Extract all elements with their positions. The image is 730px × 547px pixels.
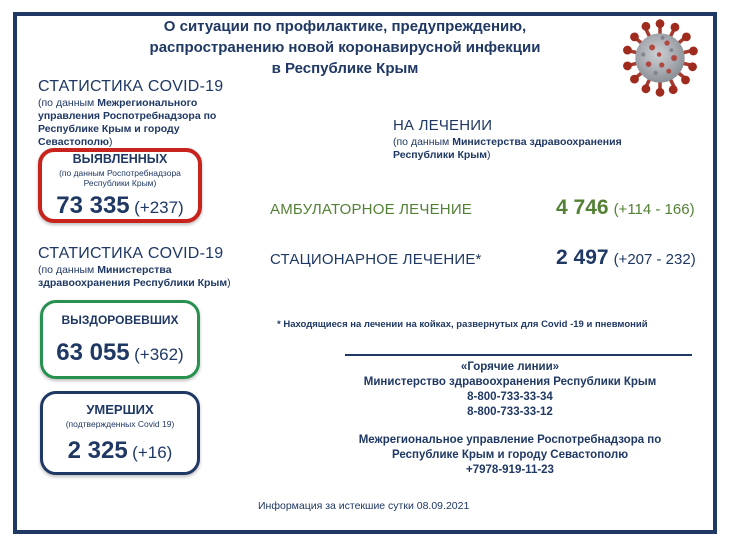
hotlines-title: «Горячие линии» — [460, 361, 560, 373]
detected-delta: (+237) — [134, 197, 184, 217]
report-date-note: Информация за истекшие сутки 08.09.2021 — [258, 500, 470, 512]
recovered-delta: (+362) — [134, 344, 184, 364]
deaths-value: 2 325 — [67, 436, 128, 464]
ambulatory-delta: (+114 - 166) — [613, 201, 695, 218]
hotline-ministry-name: Министерство здравоохранения Республики Крым — [363, 376, 657, 388]
stationary-delta: (+207 - 232) — [613, 251, 696, 268]
detected-count — [56, 192, 183, 220]
coronavirus-icon — [616, 14, 704, 102]
source-suffix: ) — [487, 149, 491, 161]
page-title-line1: О ситуации по профилактике, предупреждению, — [163, 18, 527, 35]
stationary-label: СТАЦИОНАРНОЕ ЛЕЧЕНИЕ* — [270, 251, 482, 268]
hotline-rospotrebnadzor-name: Межрегиональное управление Роспотребнадзора по Республике Крым и городу Севастополю — [358, 434, 662, 461]
ambulatory-treatment-row — [270, 196, 700, 220]
deaths-count — [68, 437, 173, 465]
page-title — [40, 16, 650, 79]
statistics-source-1 — [38, 97, 243, 149]
hotline-ministry-phone-1: 8-800-733-33-34 — [467, 391, 553, 403]
treatment-source — [393, 136, 623, 162]
recovered-value: 63 055 — [56, 338, 130, 366]
stationary-value: 2 497 — [556, 246, 609, 269]
hotlines-block — [300, 360, 720, 478]
detected-label: ВЫЯВЛЕННЫХ — [72, 151, 168, 166]
spacer — [300, 420, 720, 433]
source-suffix: ) — [227, 277, 231, 289]
recovered-cases-card — [40, 300, 200, 379]
source-suffix: ) — [108, 136, 113, 148]
source-prefix: (по данным — [38, 97, 95, 109]
source-agency: Межрегионального управления Роспотребнадзора по Республике Крым и городу Севастополю — [38, 97, 217, 148]
deaths-card — [40, 391, 200, 475]
source-agency: Министерства здравоохранения Республики Крым — [38, 264, 228, 289]
ambulatory-value: 4 746 — [556, 196, 609, 219]
source-prefix: (по данным — [38, 264, 95, 276]
hotline-divider — [345, 354, 692, 356]
treatment-header: НА ЛЕЧЕНИИ — [393, 117, 493, 134]
statistics-header-1: СТАТИСТИКА COVID-19 — [38, 78, 224, 95]
deaths-sublabel: (подтвержденных Covid 19) — [65, 418, 175, 429]
hotline-rospotrebnadzor-phone: +7978-919-11-23 — [466, 464, 554, 476]
treatment-footnote: * Находящиеся на лечении на койках, развернутых для Covid -19 и пневмоний — [277, 319, 648, 330]
hotline-ministry-phone-2: 8-800-733-33-12 — [467, 406, 553, 418]
statistics-source-2 — [38, 264, 248, 290]
deaths-label: УМЕРШИХ — [86, 401, 154, 417]
ambulatory-label: АМБУЛАТОРНОЕ ЛЕЧЕНИЕ — [270, 201, 473, 218]
recovered-count — [56, 339, 183, 367]
detected-sublabel: (по данным Роспотребнадзора Республики Крым) — [59, 167, 181, 188]
stationary-treatment-row — [270, 246, 700, 270]
detected-value: 73 335 — [56, 191, 130, 219]
source-agency: Министерства здравоохранения Республики Крым — [393, 136, 622, 161]
deaths-delta: (+16) — [132, 442, 173, 462]
detected-cases-card — [38, 148, 202, 223]
source-prefix: (по данным — [393, 136, 450, 148]
page-title-line3: в Республике Крым — [271, 60, 419, 77]
page-title-line2: распространению новой коронавирусной инфекции — [149, 39, 541, 56]
recovered-label: ВЫЗДОРОВЕВШИХ — [61, 312, 179, 327]
statistics-header-2: СТАТИСТИКА COVID-19 — [38, 245, 224, 262]
